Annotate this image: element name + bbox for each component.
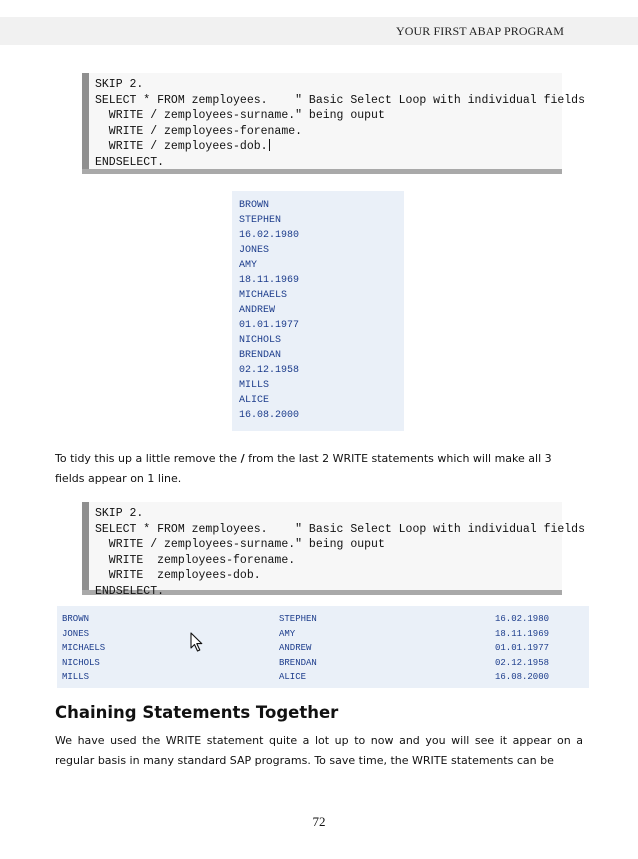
output-line: 18.11.1969 — [239, 275, 300, 286]
paragraph-text: To tidy this up a little remove the — [55, 452, 241, 465]
output-cell-dob: 16.08.2000 — [495, 672, 550, 682]
list-output-1 — [232, 191, 404, 431]
code-screenshot-1 — [82, 73, 585, 174]
code-line: SKIP 2. — [95, 78, 144, 91]
output-line: NICHOLS — [239, 335, 282, 346]
code-line: SELECT * FROM zemployees. " Basic Select Loop with individual fields — [95, 93, 585, 107]
code-line-with-cursor — [95, 139, 585, 155]
mouse-pointer-icon — [190, 632, 204, 652]
paragraph-text: from the last 2 WRITE statements which will make all 3 fields appear on 1 line. — [55, 452, 552, 485]
editor-left-border — [82, 502, 89, 595]
output-cell-surname: JONES — [62, 628, 90, 639]
output-cell-forename: ALICE — [279, 672, 307, 682]
output-row — [57, 613, 589, 626]
section-paragraph: We have used the WRITE statement quite a lot up to now and you will see it appear on a regular basis in many standard SAP programs. To save time, the WRITE statements can be — [55, 734, 583, 767]
output-line: 16.02.1980 — [239, 230, 300, 241]
output-cell-dob: 02.12.1958 — [495, 657, 550, 668]
output-cell-surname: MILLS — [62, 672, 90, 682]
code-line: ENDSELECT. — [95, 155, 165, 169]
output-line: 16.08.2000 — [239, 410, 300, 421]
output-row — [57, 642, 589, 655]
code-line-text: WRITE / zemployees-dob. — [95, 140, 268, 154]
output-line: ALICE — [239, 395, 270, 406]
paragraph-tidy-up — [55, 449, 583, 488]
output-row — [57, 671, 589, 684]
code-line: WRITE / zemployees-surname." being ouput — [95, 538, 385, 552]
output-cell-dob: 18.11.1969 — [495, 628, 550, 639]
output-line: BRENDAN — [239, 350, 282, 361]
output-line: AMY — [239, 260, 258, 271]
list-output-2 — [57, 606, 589, 688]
page-number: 72 — [312, 814, 326, 829]
code-line: WRITE zemployees-dob. — [95, 569, 261, 583]
code-line: SELECT * FROM zemployees. " Basic Select Loop with individual fields — [95, 522, 585, 536]
output-line: 01.01.1977 — [239, 320, 300, 331]
output-cell-surname: BROWN — [62, 614, 90, 624]
output-line: JONES — [239, 245, 270, 256]
code-line: SKIP 2. — [95, 507, 144, 520]
output-line: MICHAELS — [239, 290, 288, 301]
output-cell-dob: 01.01.1977 — [495, 643, 550, 653]
output-line: 02.12.1958 — [239, 365, 300, 376]
code-line: ENDSELECT. — [95, 584, 165, 598]
code-line: WRITE zemployees-forename. — [95, 553, 296, 567]
output-row — [57, 657, 589, 670]
code-screenshot-2 — [82, 502, 585, 598]
output-line: MILLS — [239, 380, 270, 391]
output-row — [57, 628, 589, 641]
output-line: ANDREW — [239, 305, 276, 316]
output-cell-surname: NICHOLS — [62, 657, 100, 668]
output-cell-dob: 16.02.1980 — [495, 614, 550, 624]
output-cell-forename: AMY — [279, 628, 296, 639]
output-cell-surname: MICHAELS — [62, 643, 106, 653]
output-cell-forename: STEPHEN — [279, 614, 317, 624]
output-line: STEPHEN — [239, 215, 282, 226]
slash-emphasis: / — [240, 452, 245, 465]
code-line: WRITE / zemployees-surname." being ouput — [95, 109, 385, 123]
running-header: YOUR FIRST ABAP PROGRAM — [395, 24, 564, 38]
editor-left-border — [82, 73, 89, 174]
output-cell-forename: BRENDAN — [279, 657, 317, 668]
output-cell-forename: ANDREW — [279, 643, 312, 653]
code-line: WRITE / zemployees-forename. — [95, 124, 303, 138]
section-heading: Chaining Statements Together — [55, 703, 339, 722]
text-cursor-icon — [269, 139, 270, 151]
output-line: BROWN — [239, 200, 270, 211]
